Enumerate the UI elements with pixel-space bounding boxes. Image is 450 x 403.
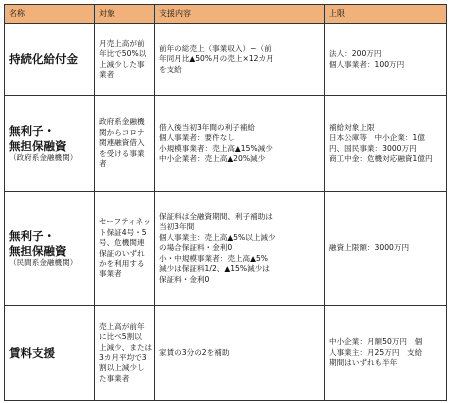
table-body (5, 24, 447, 401)
detail-text-line: 前年の総売上（事業収入）−（前 (159, 43, 272, 53)
target-text-line: 業者 (99, 69, 115, 79)
detail-text-line: 中小企業者：売上高▲20%減少 (159, 153, 266, 163)
detail-text-line: 保証料は全融資期間、利子補助は (159, 211, 273, 221)
measure-institution-label: （政府系金融機関） (9, 152, 78, 162)
limit-text-line: 円、国民事業：3000万円 (329, 143, 417, 153)
detail-text-line: 個人事業者：要件なし (159, 133, 235, 143)
cell-name (5, 96, 95, 192)
limit-text-line: 商工中金：危機対応融資1億円 (329, 153, 433, 163)
cell-target (95, 24, 155, 96)
limit-text-line: 融資上限額：3000万円 (329, 243, 410, 253)
detail-text-line: の場合保証料・金利0 (159, 243, 233, 253)
limit-text-line: 中小企業：月額50万円 個 (329, 337, 423, 347)
cell-name (5, 192, 95, 306)
cell-detail (155, 24, 325, 96)
target-text-line: 者 (99, 159, 107, 169)
target-text-line: 3カ月平均で3 (99, 353, 147, 362)
measure-name-line: 賃料支援 (9, 345, 55, 360)
target-text-line: かを利用する (99, 258, 145, 268)
limit-text-line: 個人事業者：100万円 (329, 59, 405, 69)
header-row (5, 5, 447, 24)
target-text-line: 割以上減少し (99, 363, 145, 373)
target-text-line: 号、危機関連 (99, 238, 145, 248)
detail-text-line: 保証料・金利0 (159, 274, 210, 284)
target-text-line: た事業者 (99, 373, 130, 383)
detail-text-line: 個人事業主：売上高▲5%以上減少 (159, 232, 276, 242)
target-text-line: 関連融資借入 (99, 138, 145, 148)
detail-text-line: を支給 (159, 64, 182, 74)
target-text-line: 月売上高が前 (99, 38, 145, 48)
target-text-line: 年比で50%以 (99, 49, 147, 59)
cell-target (95, 96, 155, 192)
table-row (5, 192, 447, 306)
measure-name-line: 無利子・ (9, 229, 55, 244)
cell-limit (325, 24, 447, 96)
cell-detail (155, 96, 325, 192)
cell-target (95, 306, 155, 401)
measure-name-line: 無担保融資 (9, 243, 67, 258)
support-measures-table (4, 4, 447, 401)
header-limit: 上限 (325, 5, 447, 24)
target-text-line: セーフティネッ (99, 217, 151, 227)
cell-name (5, 24, 95, 96)
target-text-line: に比べ5割以 (99, 332, 142, 342)
detail-text-line: 家賃の3分の2を補助 (159, 347, 230, 357)
limit-text-line: 人事業主：月25万円 支給 (329, 347, 423, 357)
detail-text-line: 小規模事業者：売上高▲15%減少 (159, 143, 273, 153)
cell-limit (325, 306, 447, 401)
cell-detail (155, 192, 325, 306)
measure-institution-label: （民間系金融機関） (9, 257, 78, 267)
detail-text-line: 借入後当初3年間の利子補給 (159, 122, 255, 132)
target-text-line: 事業者 (99, 269, 122, 279)
header-detail: 支援内容 (155, 5, 325, 24)
target-text-line: を受ける事業 (99, 148, 145, 158)
cell-name (5, 306, 95, 401)
cell-target (95, 192, 155, 306)
detail-text-line: 当初3年間 (159, 222, 195, 232)
limit-text-line: 法人：200万円 (329, 49, 382, 59)
target-text-line: 売上高が前年 (99, 321, 145, 331)
table-row (5, 24, 447, 96)
header-target: 対象 (95, 5, 155, 24)
detail-text-line: 小・中規模事業者：売上高▲5% (159, 253, 269, 263)
limit-text-line: 補給対象上限 (329, 122, 375, 132)
target-text-line: ト保証4号・5 (99, 227, 147, 237)
limit-text-line: 期間はいずれも半年 (329, 358, 398, 368)
table-row (5, 306, 447, 401)
measure-name-line: 無担保融資 (9, 138, 67, 153)
target-text-line: 関からコロナ (99, 127, 145, 137)
detail-text-line: 減少は保証料1/2、▲15%減少は (159, 264, 270, 274)
cell-detail (155, 306, 325, 401)
cell-limit (325, 192, 447, 306)
target-text-line: 保証のいずれ (99, 248, 145, 258)
measure-name-line: 持続化給付金 (9, 52, 78, 67)
detail-text-line: 年同月比▲50%月の売上×12カ月 (159, 54, 274, 64)
cell-limit (325, 96, 447, 192)
target-text-line: 政府系金融機 (99, 117, 145, 127)
limit-text-line: 日本公庫等 中小企業：1億 (329, 133, 425, 143)
target-text-line: 上減少、または (99, 342, 153, 352)
target-text-line: 上減少した事 (99, 59, 145, 69)
measure-name-line: 無利子・ (9, 124, 55, 139)
header-name: 名称 (5, 5, 95, 24)
table-row (5, 96, 447, 192)
